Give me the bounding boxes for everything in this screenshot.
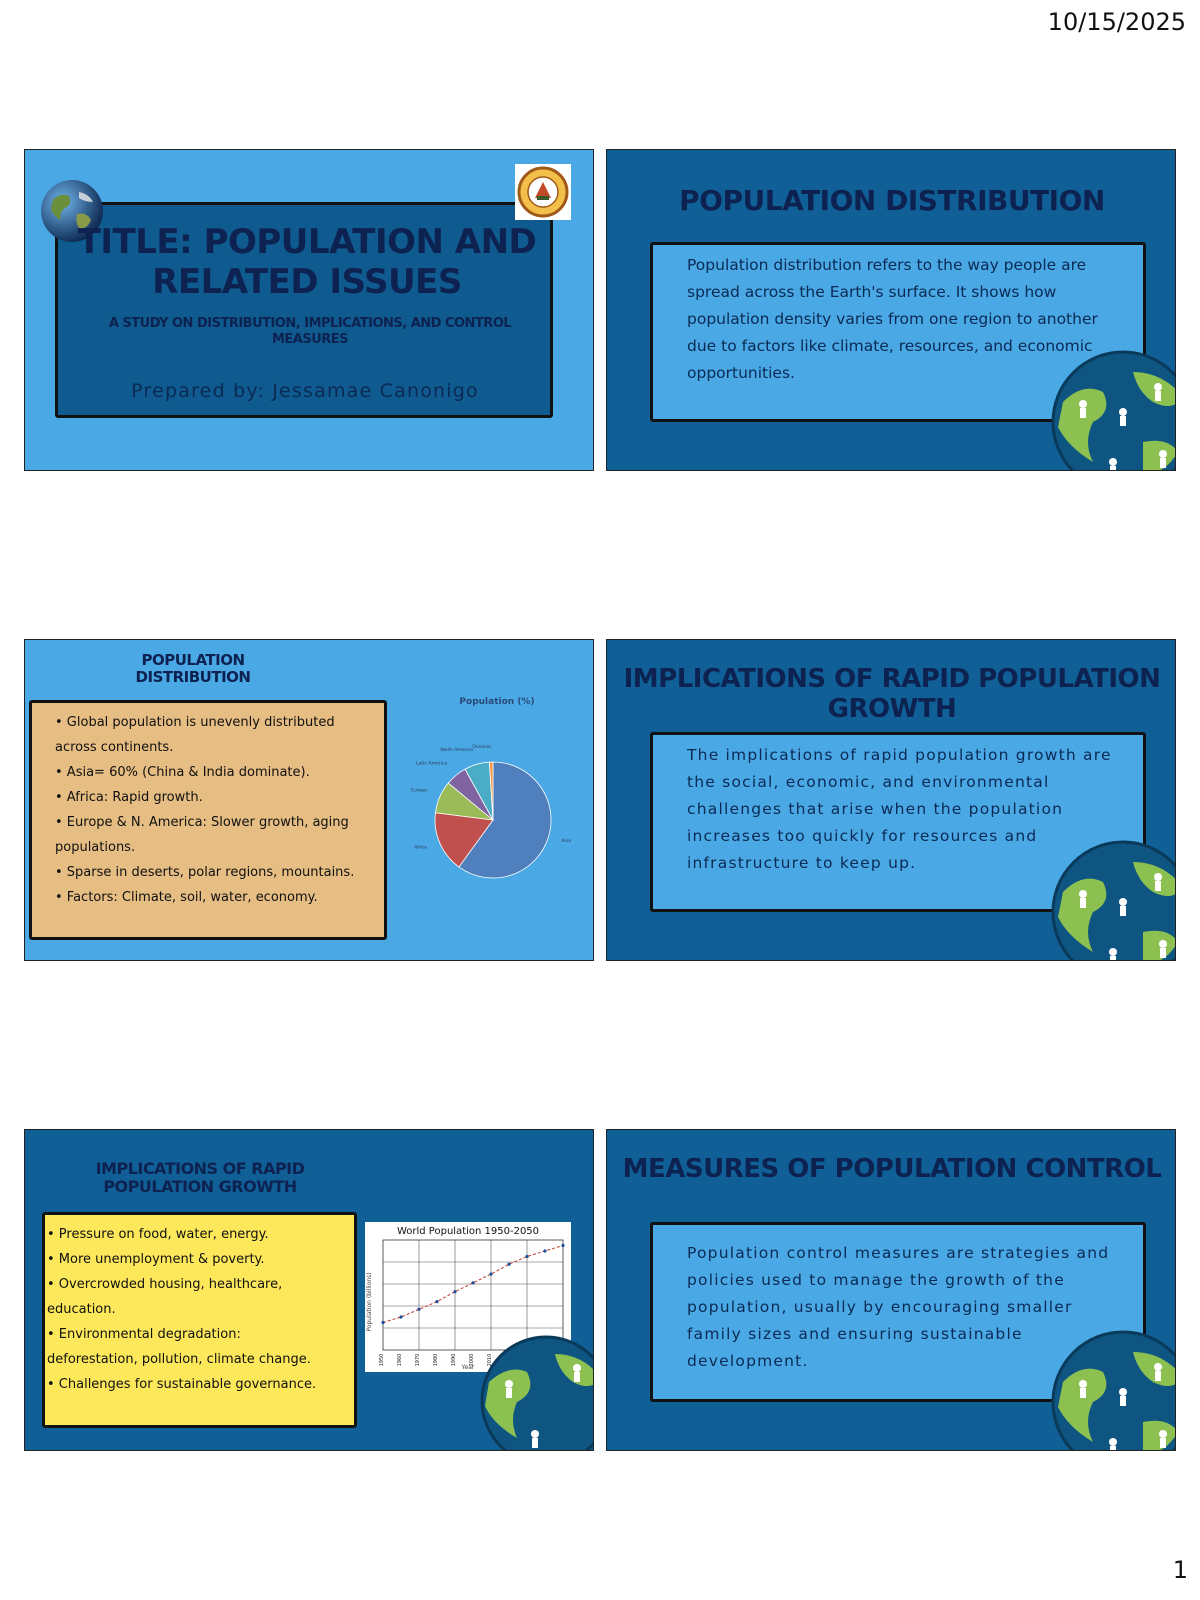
data-point [507, 1263, 510, 1266]
data-point [471, 1281, 474, 1284]
bullet-line: • Africa: Rapid growth. [55, 790, 203, 805]
data-point [399, 1315, 402, 1318]
pie-label: Asia [561, 839, 571, 845]
definition-text: Population control measures are strategies and policies used to manage the growth of the population, usually by encouraging smaller family sizes and ensuring sustainable development. [687, 1244, 1110, 1370]
x-tick-label: 1990 [451, 1353, 457, 1367]
bullet-line: • Overcrowded housing, healthcare, [47, 1277, 283, 1292]
slide-title: MEASURES OF POPULATION CONTROL [622, 1154, 1162, 1184]
data-point [453, 1290, 456, 1293]
data-point [381, 1321, 384, 1324]
bullet-line: • More unemployment & poverty. [47, 1252, 265, 1267]
bullet-line: • Factors: Climate, soil, water, economy. [55, 890, 318, 905]
x-tick-label: 2000 [469, 1353, 475, 1367]
y-axis-label: Population (billions) [366, 1272, 373, 1332]
slide-6-population-control[interactable] [606, 1129, 1176, 1451]
people-globe-icon [1043, 342, 1176, 471]
population-pie-chart [395, 690, 585, 910]
slide-1-title[interactable] [24, 149, 594, 471]
x-tick-label: 1970 [415, 1353, 421, 1367]
slide-3-distribution-details[interactable] [24, 639, 594, 961]
presentation-subtitle: A STUDY ON DISTRIBUTION, IMPLICATIONS, AND CONTROL MEASURES [108, 316, 512, 347]
slide-title: POPULATION DISTRIBUTION [679, 184, 1105, 217]
data-point [489, 1273, 492, 1276]
bullet-list [55, 710, 385, 910]
slide-title: IMPLICATIONS OF RAPID POPULATION GROWTH [95, 1159, 305, 1196]
bullet-line: • Europe & N. America: Slower growth, aging [55, 815, 349, 830]
data-point [525, 1255, 528, 1258]
slide-4-implications[interactable] [606, 639, 1176, 961]
bullet-list [47, 1222, 357, 1397]
data-point [417, 1308, 420, 1311]
pie-label: North America [440, 747, 473, 753]
bullet-line: • Challenges for sustainable governance. [47, 1377, 317, 1392]
pie-label: Latin America [415, 761, 448, 767]
prepared-by: Prepared by: Jessamae Canonigo [131, 380, 479, 402]
x-tick-label: 1950 [379, 1353, 385, 1367]
x-tick-label: 2010 [487, 1353, 493, 1367]
bullet-line: across continents. [55, 740, 174, 755]
presentation-title: TITLE: POPULATION AND RELATED ISSUES [77, 222, 537, 302]
definition-text: Population distribution refers to the way people are spread across the Earth's surface. It shows how population density varies from one region to another due to factors like climate, resources, and economic opportunities. [687, 256, 1098, 382]
school-seal-logo [515, 164, 571, 220]
people-globe-icon [471, 1326, 594, 1451]
pie-label: Oceania [472, 745, 491, 751]
people-globe-icon [1043, 1322, 1176, 1451]
pie-label: Africa [414, 845, 427, 851]
bullet-line: • Global population is unevenly distributed [55, 715, 335, 730]
line-chart-title: World Population 1950-2050 [396, 1226, 540, 1237]
pie-title: Population (%) [459, 697, 535, 707]
x-tick-label: 1960 [397, 1353, 403, 1367]
pie-label: Europe [411, 788, 427, 794]
data-point [561, 1244, 564, 1247]
bullet-line: • Environmental degradation: [47, 1327, 241, 1342]
bullet-line: • Sparse in deserts, polar regions, mountains. [55, 865, 355, 880]
slide-title: IMPLICATIONS OF RAPID POPULATION GROWTH [623, 664, 1161, 724]
definition-text: The implications of rapid population growth are the social, economic, and environmental challenges that arise when the population increases too quickly for resources and infrastructure to keep up. [687, 746, 1112, 872]
page-number: 1 [1172, 1556, 1188, 1584]
bullet-line: populations. [55, 840, 136, 855]
slide-5-implications-details[interactable] [24, 1129, 594, 1451]
header-date: 10/15/2025 [1047, 8, 1186, 36]
x-axis-label: Year [461, 1364, 475, 1371]
slide-2-population-distribution[interactable] [606, 149, 1176, 471]
people-globe-icon [1043, 832, 1176, 961]
data-point [543, 1249, 546, 1252]
bullet-line: deforestation, pollution, climate change. [47, 1352, 311, 1367]
bullet-line: • Asia= 60% (China & India dominate). [55, 765, 310, 780]
bullet-line: • Pressure on food, water, energy. [47, 1227, 269, 1242]
data-point [435, 1300, 438, 1303]
slide-title: POPULATION DISTRIBUTION [135, 651, 251, 686]
x-tick-label: 1980 [433, 1353, 439, 1367]
bullet-line: education. [47, 1302, 116, 1317]
